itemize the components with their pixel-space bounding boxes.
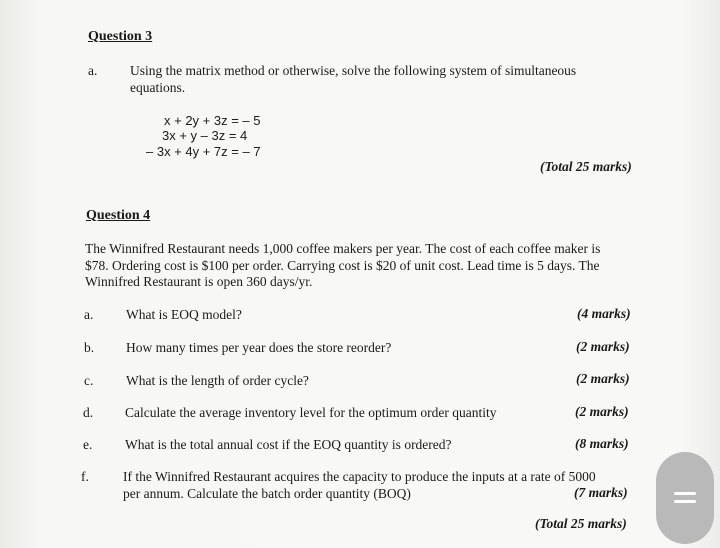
q4-item-e-text: What is the total annual cost if the EOQ quantity is ordered?	[125, 437, 452, 452]
q3-total-marks: (Total 25 marks)	[540, 159, 632, 174]
q4-item-f-marks: (7 marks)	[574, 485, 628, 500]
q4-item-e-marks: (8 marks)	[575, 436, 629, 451]
q4-item-b-label: b.	[84, 340, 95, 355]
equation-2: 3x + y – 3z = 4	[162, 128, 248, 143]
q4-item-b-text: How many times per year does the store reorder?	[126, 340, 392, 355]
q4-item-a-text: What is EOQ model?	[126, 307, 242, 322]
q4-item-f-line2: per annum. Calculate the batch order quantity (BOQ)	[123, 486, 411, 501]
q3-part-a-line1: Using the matrix method or otherwise, solve the following system of simultaneous	[130, 63, 577, 78]
q4-item-c-text: What is the length of order cycle?	[126, 373, 309, 388]
q4-item-a-label: a.	[84, 307, 94, 322]
q4-item-e-label: e.	[83, 437, 93, 452]
q4-item-c-marks: (2 marks)	[576, 371, 630, 386]
equation-3: – 3x + 4y + 7z = – 7	[146, 144, 261, 159]
q4-item-b-marks: (2 marks)	[576, 339, 630, 354]
question-4-heading: Question 4	[86, 208, 151, 223]
q3-part-a-label: a.	[88, 63, 98, 78]
q4-item-f-label: f.	[81, 469, 89, 484]
q4-item-f-line1: If the Winnifred Restaurant acquires the capacity to produce the inputs at a rate of 5000	[123, 469, 596, 484]
q4-item-d-text: Calculate the average inventory level for the optimum order quantity	[125, 405, 497, 420]
grip-line	[674, 492, 696, 495]
q4-intro-line2: $78. Ordering cost is $100 per order. Carrying cost is $20 of unit cost. Lead time is 5 days. The	[85, 258, 600, 273]
q3-part-a-line2: equations.	[130, 80, 186, 95]
equation-1: x + 2y + 3z = – 5	[164, 113, 261, 128]
q4-item-d-marks: (2 marks)	[575, 404, 629, 419]
q4-total-marks: (Total 25 marks)	[535, 516, 627, 531]
q4-item-c-label: c.	[84, 373, 94, 388]
drag-handle-icon[interactable]	[656, 452, 714, 544]
question-3-heading: Question 3	[88, 29, 153, 44]
grip-line	[674, 500, 696, 503]
q4-item-a-marks: (4 marks)	[577, 306, 631, 321]
q4-intro-line1: The Winnifred Restaurant needs 1,000 coffee makers per year. The cost of each coffee maker is	[85, 241, 601, 256]
q4-item-d-label: d.	[83, 405, 94, 420]
q4-intro-line3: Winnifred Restaurant is open 360 days/yr.	[85, 274, 313, 289]
